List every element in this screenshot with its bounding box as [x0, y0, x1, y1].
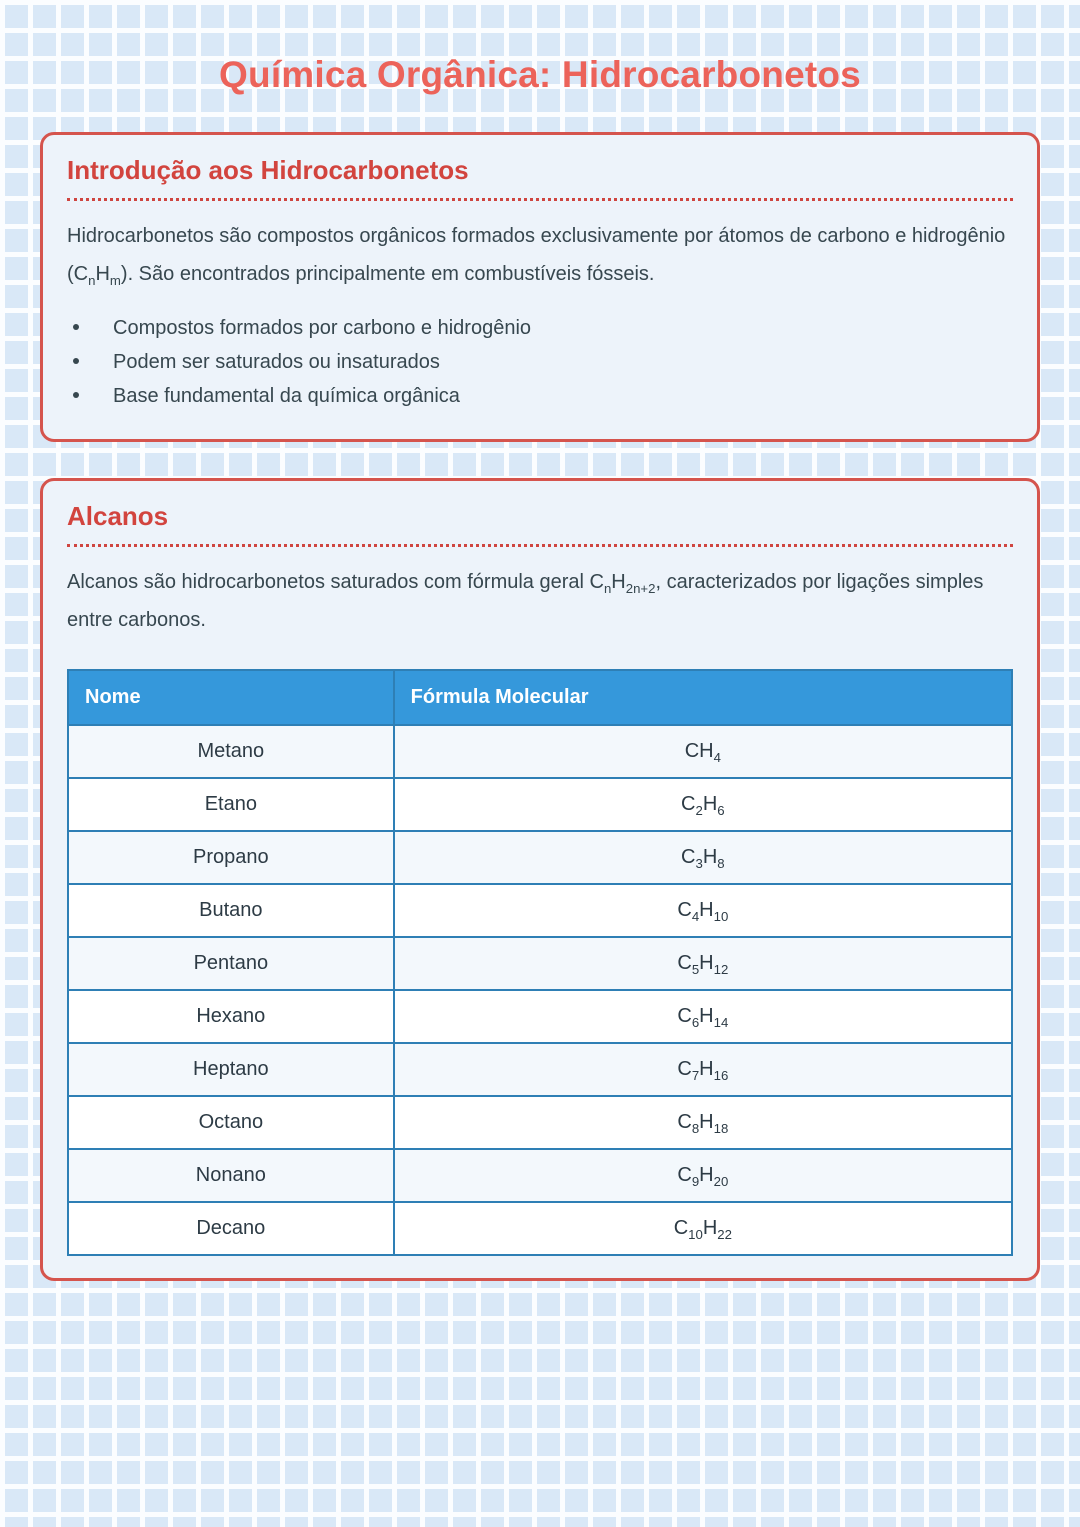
table-row [68, 990, 1012, 1043]
alkane-formula-cell: $C_5H_{12}$ [394, 937, 1012, 990]
intro-section [40, 132, 1040, 442]
table-row [68, 778, 1012, 831]
column-header-name: Nome [68, 670, 394, 725]
intro-paragraph: Hidrocarbonetos são compostos orgânicos formados exclusivamente por átomos de carbono e hidrogênio $(C_nH_m)$. São encontrados principalmente em combustíveis fósseis. [67, 225, 1006, 288]
alkane-name-cell: Metano [68, 725, 394, 778]
table-row [68, 1096, 1012, 1149]
alkane-name-cell: Decano [68, 1202, 394, 1255]
alkane-formula-cell: $C_8H_{18}$ [394, 1096, 1012, 1149]
alkane-formula-cell: $C_4H_{10}$ [394, 884, 1012, 937]
intro-bullet-list [67, 311, 1013, 413]
alkane-name-cell: Hexano [68, 990, 394, 1043]
table-row [68, 831, 1012, 884]
alkane-formula-cell: $C_6H_{14}$ [394, 990, 1012, 1043]
alkane-name-cell: Nonano [68, 1149, 394, 1202]
list-item [67, 379, 1013, 413]
alkane-name-cell: Octano [68, 1096, 394, 1149]
alkanes-section-heading: Alcanos [67, 501, 1013, 547]
column-header-formula: Fórmula Molecular [394, 670, 1012, 725]
alkane-name-cell: Etano [68, 778, 394, 831]
alkane-name-cell: Heptano [68, 1043, 394, 1096]
list-item [67, 311, 1013, 345]
alkane-formula-cell: $C_{10}H_{22}$ [394, 1202, 1012, 1255]
alkane-formula-cell: $CH_4$ [394, 725, 1012, 778]
alkane-formula-cell: $C_7H_{16}$ [394, 1043, 1012, 1096]
bullet-text: Base fundamental da química orgânica [113, 385, 460, 407]
alkane-formula-cell: $C_3H_8$ [394, 831, 1012, 884]
bullet-dot-icon [73, 358, 79, 364]
alkanes-section [40, 478, 1040, 1281]
table-row [68, 1043, 1012, 1096]
alkane-name-cell: Propano [68, 831, 394, 884]
bullet-text: Podem ser saturados ou insaturados [113, 351, 440, 373]
table-row [68, 725, 1012, 778]
bullet-dot-icon [73, 392, 79, 398]
table-row [68, 884, 1012, 937]
alkane-formula-cell: $C_2H_6$ [394, 778, 1012, 831]
alkane-name-cell: Butano [68, 884, 394, 937]
alkanes-table-body [68, 725, 1012, 1255]
page-title: Química Orgânica: Hidrocarbonetos [219, 54, 861, 95]
alkane-formula-cell: $C_9H_{20}$ [394, 1149, 1012, 1202]
alkanes-paragraph: Alcanos são hidrocarbonetos saturados com fórmula geral $C_nH_{2n+2}$, caracterizados por ligações simples entre carbonos. [67, 571, 984, 631]
table-row [68, 1149, 1012, 1202]
table-row [68, 1202, 1012, 1255]
alkanes-table [67, 669, 1013, 1256]
alkane-name-cell: Pentano [68, 937, 394, 990]
list-item [67, 345, 1013, 379]
table-header-row [68, 670, 1012, 725]
alkanes-table-head [68, 670, 1012, 725]
bullet-dot-icon [73, 324, 79, 330]
bullet-text: Compostos formados por carbono e hidrogênio [113, 317, 532, 339]
table-row [68, 937, 1012, 990]
intro-section-heading: Introdução aos Hidrocarbonetos [67, 155, 1013, 201]
